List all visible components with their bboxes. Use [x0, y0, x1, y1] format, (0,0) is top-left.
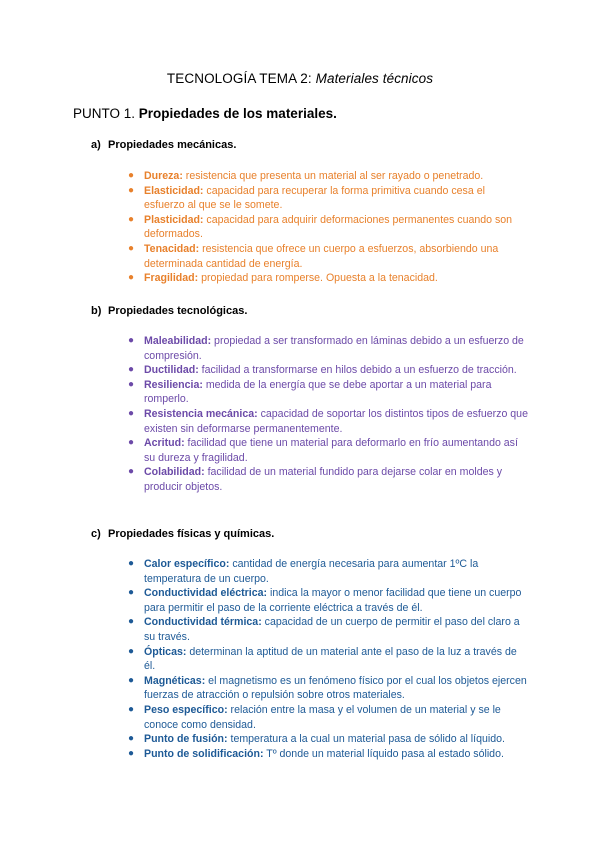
property-item	[128, 378, 528, 407]
property-description: capacidad de un cuerpo de permitir el paso del claro a su través.	[144, 616, 520, 643]
property-term: Punto de solidificación:	[144, 747, 264, 760]
subsection-title: Propiedades tecnológicas.	[108, 305, 248, 317]
property-item	[128, 615, 528, 644]
property-item	[128, 732, 528, 747]
property-description: capacidad para adquirir deformaciones permanentes cuando son deformados.	[144, 213, 513, 241]
bullet-icon: ●	[128, 703, 135, 715]
property-item	[128, 407, 528, 436]
bullet-icon: ●	[128, 170, 135, 181]
property-description: el magnetismo es un fenómeno físico por el cual los objetos ejercen fuerzas de atracción o repulsión sobre otros materiales.	[144, 674, 527, 702]
bullet-icon: ●	[128, 364, 135, 376]
bullet-icon: ●	[128, 733, 135, 745]
property-item	[128, 465, 528, 494]
property-description: medida de la energía que se debe aportar a un material para romperlo.	[144, 378, 492, 406]
title-italic: Materiales técnicos	[315, 71, 434, 86]
property-term: Ópticas:	[144, 645, 187, 658]
property-item	[128, 586, 528, 615]
property-term: Magnéticas:	[144, 674, 206, 687]
bullet-icon: ●	[128, 747, 135, 759]
property-term: Tenacidad:	[144, 242, 200, 255]
bullet-icon: ●	[128, 558, 135, 569]
property-term: Maleabilidad:	[144, 335, 212, 347]
property-list-physical-chemical	[128, 557, 528, 761]
bullet-icon: ●	[128, 213, 135, 225]
property-item	[128, 242, 528, 271]
property-description: indica la mayor o menor facilidad que tiene un cuerpo para permitir el paso de la corriente eléctrica a través de él.	[144, 587, 522, 614]
bullet-icon: ●	[128, 466, 135, 478]
property-description: resistencia que presenta un material al ser rayado o penetrado.	[182, 170, 484, 182]
bullet-icon: ●	[128, 645, 135, 657]
subsection-letter: c)	[91, 528, 101, 540]
subsection-c-heading	[91, 528, 274, 540]
property-item	[128, 169, 528, 184]
property-description: capacidad para recuperar la forma primitiva cuando cesa el esfuerzo al que se le somete.	[144, 184, 485, 212]
property-term: Acritud:	[144, 437, 185, 450]
property-item	[128, 184, 528, 213]
bullet-icon: ●	[128, 437, 135, 449]
property-description: facilidad que tiene un material para deformarlo en frío aumentando así su dureza y fragilidad.	[144, 437, 518, 464]
bullet-icon: ●	[128, 335, 135, 346]
property-term: Conductividad térmica:	[144, 616, 262, 629]
subsection-title: Propiedades mecánicas.	[108, 139, 237, 151]
punto-number: PUNTO 1.	[73, 106, 136, 121]
punto-text: Propiedades de los materiales.	[135, 106, 337, 121]
subsection-letter: a)	[91, 139, 101, 151]
property-term: Dureza:	[144, 170, 183, 182]
property-description: Tº donde un material líquido pasa al estado sólido.	[263, 747, 504, 760]
property-item	[128, 703, 528, 732]
subsection-b-heading	[91, 305, 247, 317]
bullet-icon: ●	[128, 587, 135, 599]
property-item	[128, 436, 528, 465]
property-term: Conductividad eléctrica:	[144, 587, 268, 600]
property-term: Punto de fusión:	[144, 733, 228, 746]
property-term: Plasticidad:	[144, 213, 204, 226]
property-term: Colabilidad:	[144, 466, 205, 479]
property-term: Resistencia mecánica:	[144, 407, 258, 420]
document-title	[0, 71, 600, 86]
bullet-icon: ●	[128, 184, 135, 196]
property-term: Ductilidad:	[144, 364, 199, 377]
property-list-mechanical	[128, 169, 528, 286]
bullet-icon: ●	[128, 242, 135, 254]
property-description: determinan la aptitud de un material ante el paso de la luz a través de él.	[144, 645, 517, 673]
property-term: Peso específico:	[144, 703, 228, 716]
section-heading	[73, 106, 337, 121]
property-item	[128, 363, 528, 378]
bullet-icon: ●	[128, 674, 135, 686]
property-description: relación entre la masa y el volumen de un material y se le conoce como densidad.	[144, 703, 501, 731]
title-main: TECNOLOGÍA TEMA 2:	[166, 71, 316, 86]
bullet-icon: ●	[128, 616, 135, 628]
subsection-title: Propiedades físicas y químicas.	[108, 528, 275, 540]
property-term: Elasticidad:	[144, 184, 204, 197]
property-description: facilidad a transformarse en hilos debido a un esfuerzo de tracción.	[198, 364, 517, 377]
subsection-a-heading	[91, 139, 236, 151]
property-description: capacidad de soportar los distintos tipos de esfuerzo que existen sin deformarse permanentemente.	[144, 407, 528, 435]
property-item	[128, 271, 528, 286]
property-description: facilidad de un material fundido para dejarse colar en moldes y producir objetos.	[144, 466, 503, 493]
bullet-icon: ●	[128, 407, 135, 419]
property-term: Fragilidad:	[144, 272, 199, 285]
property-item	[128, 334, 528, 363]
bullet-icon: ●	[128, 378, 135, 390]
property-description: resistencia que ofrece un cuerpo a esfuerzos, absorbiendo una determinada cantidad de energía.	[144, 242, 499, 270]
property-list-technological	[128, 334, 528, 495]
property-item	[128, 747, 528, 762]
property-description: propiedad para romperse. Opuesta a la tenacidad.	[198, 272, 438, 285]
property-item	[128, 645, 528, 674]
subsection-letter: b)	[91, 305, 102, 317]
property-description: propiedad a ser transformado en láminas debido a un esfuerzo de compresión.	[144, 335, 524, 362]
property-item	[128, 557, 528, 586]
bullet-icon: ●	[128, 272, 135, 284]
property-item	[128, 674, 528, 703]
property-description: cantidad de energía necesaria para aumentar 1ºC la temperatura de un cuerpo.	[144, 558, 479, 585]
property-description: temperatura a la cual un material pasa de sólido al líquido.	[227, 733, 505, 746]
property-term: Calor específico:	[144, 558, 230, 570]
property-term: Resiliencia:	[144, 378, 203, 391]
property-item	[128, 213, 528, 242]
